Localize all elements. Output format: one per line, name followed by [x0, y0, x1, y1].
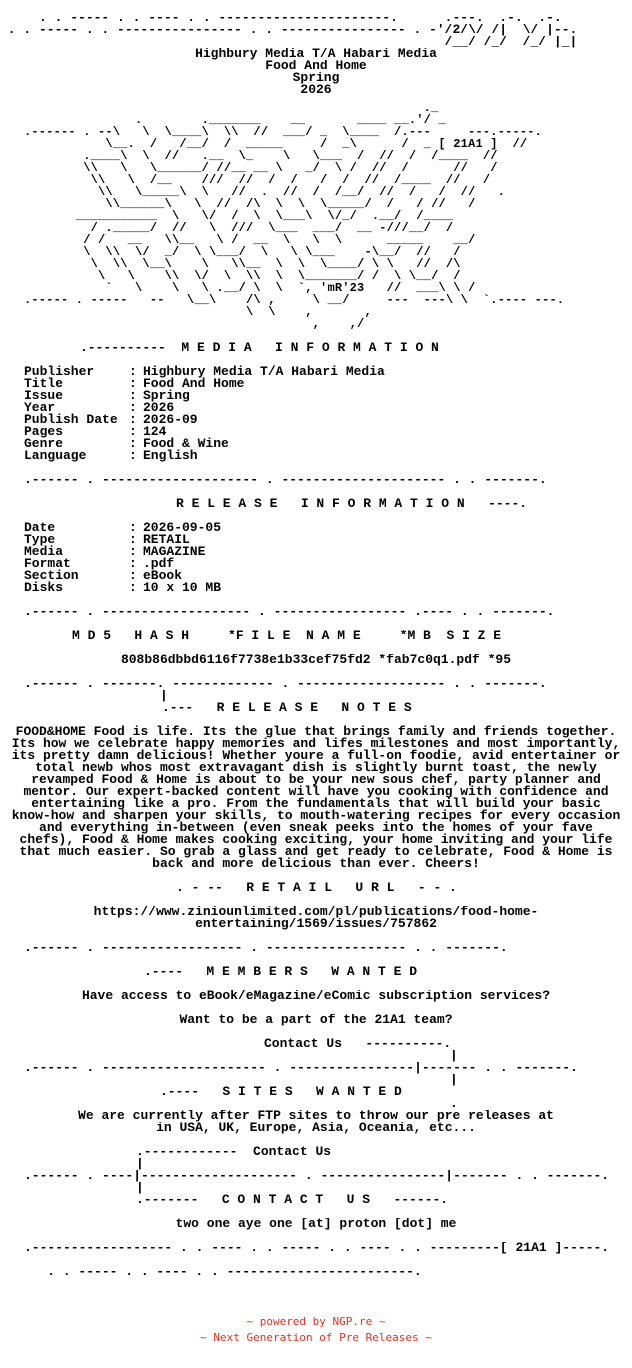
ascii-art-row: .------ . --\ \ \____\ \\ // ___/ _ \____ /.--- ---.-----. — [24, 126, 543, 138]
issue-line: Spring — [292, 72, 340, 84]
media-field-key: Pages — [24, 424, 64, 439]
release-field-value: RETAIL — [143, 532, 190, 547]
ascii-art-row: \\ \ /__ /// // / / / / // /____ // / — [24, 174, 528, 186]
release-field-value: MAGAZINE — [143, 544, 206, 559]
retail-url-line-1[interactable]: https://www.ziniounlimited.com/pl/publications/food-home- — [93, 906, 539, 918]
separator-line-5: .------ . --------------------- . ----------------|------- . . -------. — [24, 1062, 578, 1074]
separator-line-4: .------ . ------------------ . ------------------ . . -------. — [24, 942, 508, 954]
media-field-value: Food And Home — [143, 376, 245, 391]
media-field-row — [0, 450, 632, 462]
publisher-line: Highbury Media T/A Habari Media — [195, 48, 437, 60]
colon: : — [129, 544, 137, 559]
year-line: 2026 — [300, 84, 332, 96]
release-field-value: eBook — [143, 568, 183, 583]
media-field-value: 2026 — [143, 400, 175, 415]
ascii-art-row: \__. / /__/ / _____ / _\ / _ [ 21A1 ] // — [24, 138, 543, 150]
colon: : — [129, 580, 137, 595]
separator-line-6: .------ . ----|-------------------- . ----------------|------- . . -------. — [24, 1170, 610, 1182]
release-info-heading: R E L E A S E I N F O R M A T I O N ----. — [176, 498, 528, 510]
colon: : — [129, 412, 137, 427]
hash-line: 808b86dbbd6116f7738e1b33cef75fd2 *fab7c0q1.pdf *95 — [120, 654, 512, 666]
contact-line: two one aye one [at] proton [dot] me — [175, 1218, 457, 1230]
media-field-row — [0, 414, 632, 426]
ascii-art-row: \\ \ \______/ //__ __ \ _/ \ / // / // / — [24, 162, 528, 174]
ascii-art-row: \ \ , , — [24, 306, 587, 318]
media-info-list — [0, 366, 632, 462]
release-field-key: Section — [24, 568, 79, 583]
header-deco-line-1: . . ----- . . ---- . . ----------------------. .---. .-. .-. — [0, 12, 593, 24]
release-info-list — [0, 522, 632, 594]
media-field-key: Language — [24, 448, 87, 463]
sites-connector: | — [450, 1074, 458, 1086]
members-wanted-heading: .---- M E M B E R S W A N T E D — [144, 966, 418, 978]
ascii-art-row: .____\ \ // .__ \_ \ \___ / // / /____ // — [24, 150, 520, 162]
members-contact-label: Contact Us — [264, 1038, 343, 1050]
release-field-value: 2026-09-05 — [143, 520, 222, 535]
media-field-value: Highbury Media T/A Habari Media — [143, 364, 385, 379]
title-line: Food And Home — [265, 60, 367, 72]
media-field-row — [0, 366, 632, 378]
media-field-key: Publisher — [24, 364, 95, 379]
retail-url-heading: . - -- R E T A I L U R L - - . — [176, 882, 457, 894]
sites-contact-connector: | — [136, 1158, 144, 1170]
bottom-decoration: . . ----- . . ---- . . ------------------------. — [16, 1266, 422, 1278]
release-field-row — [0, 570, 632, 582]
separator-line-3: .------ . -------. ------------- . ------------------- . . -------. — [24, 678, 547, 690]
ascii-art-row: . ._______ __ ____ __.'/ _ — [24, 114, 580, 126]
colon: : — [129, 448, 137, 463]
media-field-value: Food & Wine — [143, 436, 229, 451]
release-field-value: 10 x 10 MB — [143, 580, 222, 595]
members-line-2: Want to be a part of the 21A1 team? — [179, 1014, 453, 1026]
colon: : — [129, 376, 137, 391]
sites-connector-2: . — [450, 1098, 458, 1110]
bottom-separator: .------------------ . . ---- . . ----- . . ---- . . ---------[ 21A1 ]-----. — [24, 1242, 610, 1254]
members-line-1: Have access to eBook/eMagazine/eComic subscription services? — [81, 990, 551, 1002]
separator-line: .------ . -------------------- . --------------------- . . -------. — [24, 474, 547, 486]
sites-line-2: in USA, UK, Europe, Asia, Oceania, etc... — [156, 1122, 476, 1134]
colon: : — [129, 424, 137, 439]
media-field-key: Publish Date — [24, 412, 118, 427]
colon: : — [129, 568, 137, 583]
members-connector: | — [450, 1050, 458, 1062]
media-field-value: Spring — [143, 388, 190, 403]
colon: : — [129, 532, 137, 547]
ascii-art-row: ___________ \ \/ / \ \___\ \/_/ .__/ /____ — [24, 210, 498, 222]
ascii-art-row: ` \ \ \ .__/ \ \ `, 'mR'23 // ___\ \ / — [24, 282, 520, 294]
colon: : — [129, 388, 137, 403]
contact-connector: | — [136, 1182, 144, 1194]
ascii-art-row: .----- . ----- -- \__\ /\ , \ __/ --- ---\ \ `.---- ---. — [24, 294, 565, 306]
release-field-value: .pdf — [143, 556, 175, 571]
release-field-key: Type — [24, 532, 56, 547]
colon: : — [129, 436, 137, 451]
ascii-art-row: ._ — [24, 102, 587, 114]
release-field-row — [0, 558, 632, 570]
contact-heading: .------- C O N T A C T U S ------. — [136, 1194, 449, 1206]
header-deco-line-3: /__/ /_/ /_/ |_| — [0, 36, 601, 48]
media-field-key: Title — [24, 376, 64, 391]
colon: : — [129, 400, 137, 415]
sites-wanted-heading: .---- S I T E S W A N T E D — [160, 1086, 402, 1098]
colon: : — [129, 556, 137, 571]
separator-line-2: .------ . ------------------- . ----------------- .---- . . -------. — [24, 606, 555, 618]
header-deco-line-2: . . ----- . . ---------------- . . ---------------- . -'/2/\/ /| \/ |--. — [0, 24, 578, 36]
hash-heading: M D 5 H A S H *F I L E N A M E *M B S I Z E — [72, 630, 502, 642]
ascii-art-row: \\______\ \ // /\ \ \ \_____/ / / // / — [24, 198, 513, 210]
release-field-key: Date — [24, 520, 56, 535]
header-decoration — [0, 12, 632, 48]
media-field-row — [0, 438, 632, 450]
media-field-value: 2026-09 — [143, 412, 198, 427]
sites-line-1: We are currently after FTP sites to throw our pre releases at — [78, 1110, 554, 1122]
sites-contact-label: Contact Us — [253, 1146, 332, 1158]
header-title-block — [0, 48, 632, 96]
ascii-art-row: \\ \_____\ \ // . // / /__/ // / / // . — [24, 186, 520, 198]
colon: : — [129, 520, 137, 535]
ascii-art-row: / ._____/ // \ /// \___ ___/ __ -///__/ / — [24, 222, 513, 234]
notes-connector: | — [160, 690, 168, 702]
media-field-row — [0, 390, 632, 402]
release-notes-text: FOOD&HOME Food is life. Its the glue that brings family and friends together. Its how we celebrate happy memories and lifes milestones and most importantly, its pretty damn delicious! Whether youre a full-on foodie, avid entertainer or total newb whos most extravagant dish is slightly burnt toast, the newly revamped Food & Home is about to be your new sous chef, party planner and mentor. Our expert-backed content will have you cooking with confidence and entertaining like a pro. From the fundamentals that will build your basic know-how and sharpen your skills, to mouth-watering recipes for every occasion and everything in-between (even sneak peeks into the homes of your fave chefs), Food & Home makes cooking exciting, your home inviting and your life that much easier. So grab a glass and get ready to celebrate, Food & Home is back and more delicious than ever. Cheers! — [11, 724, 621, 871]
release-field-row — [0, 546, 632, 558]
release-field-key: Format — [24, 556, 71, 571]
media-field-row — [0, 378, 632, 390]
ascii-art-row: \ \\ \/ _/ \ \___/ \ \ \___ -\__/ // / — [24, 246, 513, 258]
footer-powered-by[interactable]: ~ powered by NGP.re ~ — [246, 1315, 386, 1328]
media-field-key: Issue — [24, 388, 64, 403]
release-field-row — [0, 534, 632, 546]
colon: : — [129, 364, 137, 379]
footer-tagline: ~ Next Generation of Pre Releases ~ — [200, 1331, 432, 1344]
media-info-heading: .---------- M E D I A I N F O R M A T I O N — [80, 342, 439, 354]
release-field-row — [0, 582, 632, 594]
release-field-key: Disks — [24, 580, 64, 595]
members-contact: Contact Us ----------. — [264, 1038, 452, 1050]
ascii-art-row: \ \ \\ \/ \ \\ \ \_______/ / \ \__/ / — [24, 270, 506, 282]
media-field-key: Genre — [24, 436, 64, 451]
media-field-row — [0, 426, 632, 438]
media-field-value: 124 — [143, 424, 167, 439]
media-field-value: English — [143, 448, 198, 463]
ascii-art-row: / / __ \\__ \ / __ \ \ \ _____ __/ — [24, 234, 520, 246]
release-field-key: Media — [24, 544, 64, 559]
media-field-key: Year — [24, 400, 56, 415]
ascii-art-row: \ \\ \__\ \ \\__ \ \ \____/ \ \ // /\ — [24, 258, 498, 270]
retail-url-line-2[interactable]: entertaining/1569/issues/757862 — [195, 918, 437, 930]
release-field-row — [0, 522, 632, 534]
sites-contact: .------------ Contact Us — [136, 1146, 332, 1158]
ascii-art-logo — [0, 102, 632, 330]
footer — [0, 1314, 632, 1346]
ascii-art-row: , ,/ — [24, 318, 587, 330]
release-notes-heading: .--- R E L E A S E N O T E S — [162, 702, 412, 714]
